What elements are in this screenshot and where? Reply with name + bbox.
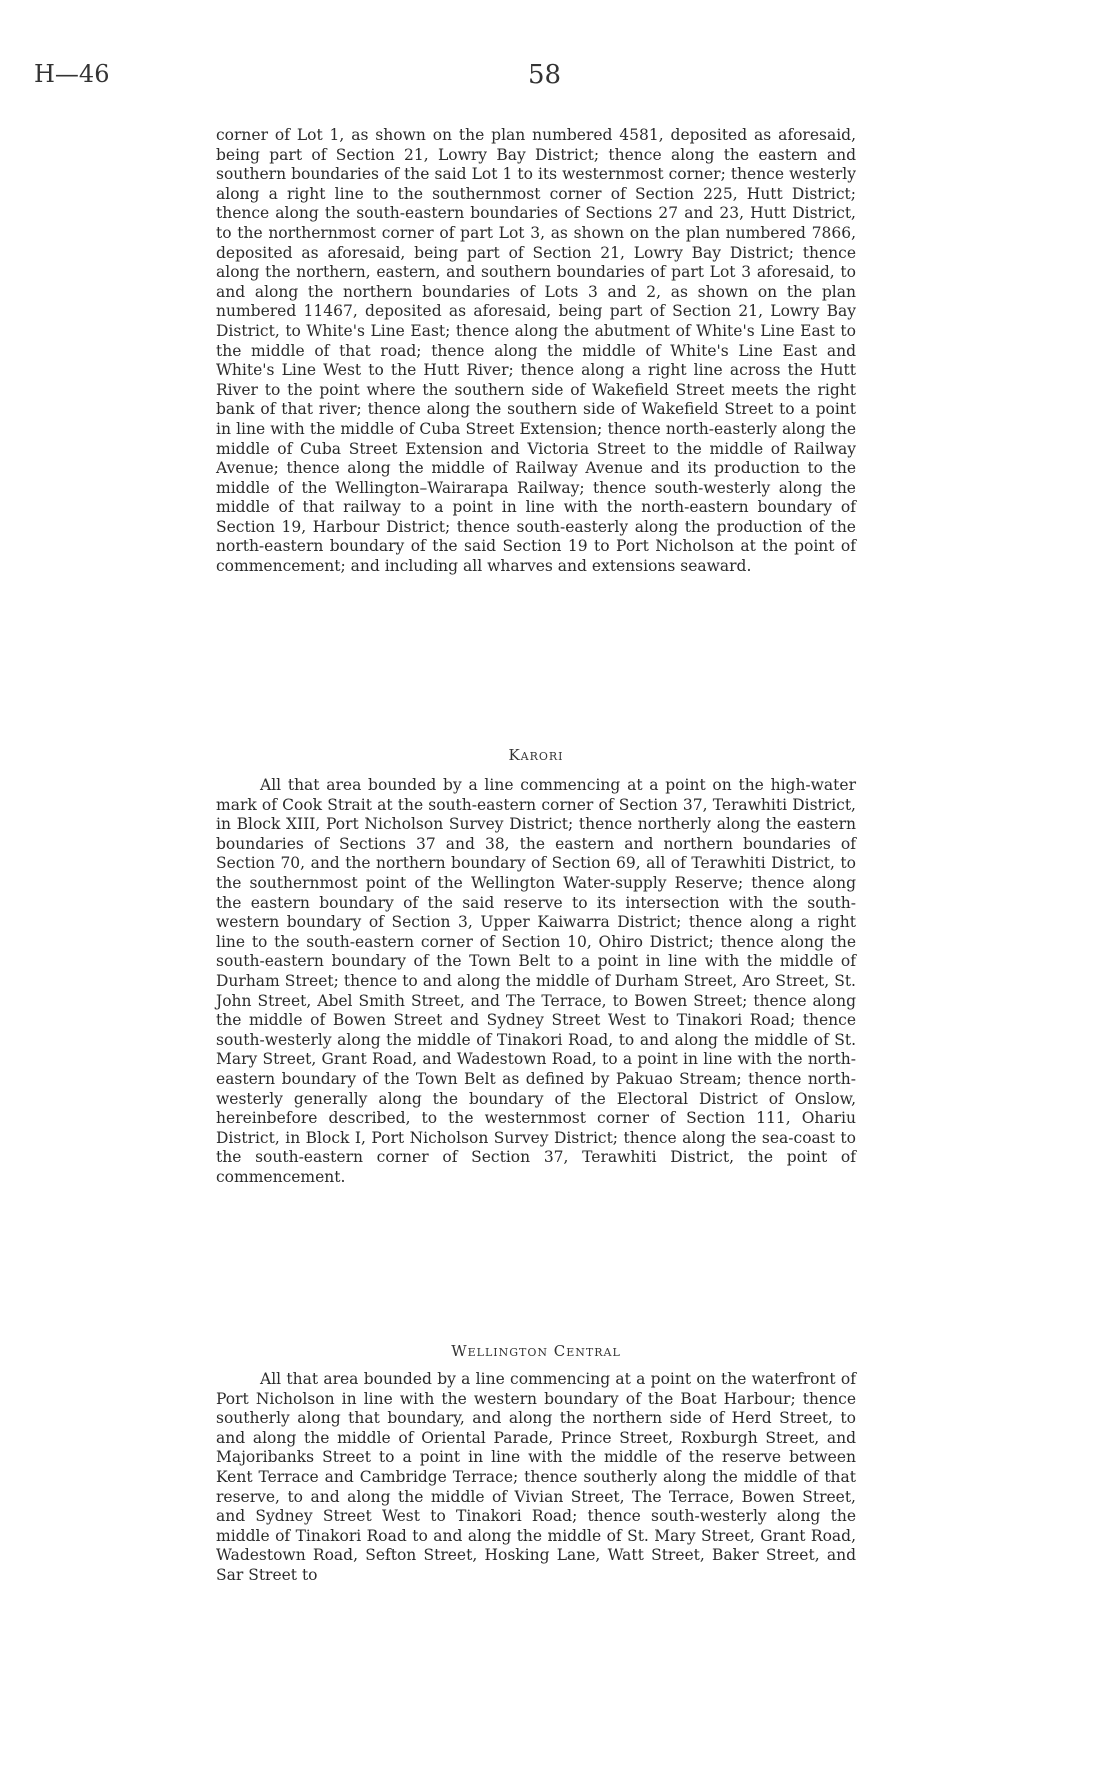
wellington-central-paragraph: All that area bounded by a line commencing at a point on the waterfront of Port Nicholson in line with the western boundary of the Boat Harbour; thence southerly along that boundary, and along the northern side of Herd Street, to and along the middle of Oriental Parade, Prince Street, Roxburgh Street, and Majoribanks Street to a point in line with the middle of the reserve between Kent Terrace and Cambridge Terrace; thence southerly along the middle of that reserve, to and along the middle of Vivian Street, The Terrace, Bowen Street, and Sydney Street West to Tinakori Road; thence south-westerly along the middle of Tinakori Road to and along the middle of St. Mary Street, Grant Road, Wadestown Road, Sefton Street, Hosking Lane, Watt Street, Baker Street, and Sar Street to bbox=[216, 1370, 856, 1584]
continuation-paragraph: corner of Lot 1, as shown on the plan numbered 4581, deposited as aforesaid, being part of Section 21, Lowry Bay District; thence along the eastern and southern boundaries of the said Lot 1 to its westernmost corner; thence westerly along a right line to the southernmost corner of Section 225, Hutt District; thence along the south-eastern boundaries of Sections 27 and 23, Hutt District, to the northernmost corner of part Lot 3, as shown on the plan numbered 7866, deposited as aforesaid, being part of Section 21, Lowry Bay District; thence along the northern, eastern, and southern boundaries of part Lot 3 aforesaid, to and along the northern boundaries of Lots 3 and 2, as shown on the plan numbered 11467, deposited as aforesaid, being part of Section 21, Lowry Bay District, to White's Line East; thence along the abutment of White's Line East to the middle of that road; thence along the middle of White's Line East and White's Line West to the Hutt River; thence along a right line across the Hutt River to the point where the southern side of Wakefield Street meets the right bank of that river; thence along the southern side of Wakefield Street to a point in line with the middle of Cuba Street Extension; thence north-easterly along the middle of Cuba Street Extension and Victoria Street to the middle of Railway Avenue; thence along the middle of Railway Avenue and its production to the middle of the Wellington–Wairarapa Railway; thence south-westerly along the middle of that railway to a point in line with the north-eastern boundary of Section 19, Harbour District; thence south-easterly along the production of the north-eastern boundary of the said Section 19 to Port Nicholson at the point of commencement; and including all wharves and extensions seaward. bbox=[216, 126, 856, 576]
section-heading-wellington-central: Wellington Central bbox=[451, 1342, 621, 1360]
karori-paragraph: All that area bounded by a line commencing at a point on the high-water mark of Cook Strait at the south-eastern corner of Section 37, Terawhiti District, in Block XIII, Port Nicholson Survey District; thence northerly along the eastern boundaries of Sections 37 and 38, the eastern and northern boundaries of Section 70, and the northern boundary of Section 69, all of Terawhiti District, to the southernmost point of the Wellington Water-supply Reserve; thence along the eastern boundary of the said reserve to its intersection with the south-western boundary of Section 3, Upper Kaiwarra District; thence along a right line to the south-eastern corner of Section 10, Ohiro District; thence along the south-eastern boundary of the Town Belt to a point in line with the middle of Durham Street; thence to and along the middle of Durham Street, Aro Street, St. John Street, Abel Smith Street, and The Terrace, to Bowen Street; thence along the middle of Bowen Street and Sydney Street West to Tinakori Road; thence south-westerly along the middle of Tinakori Road, to and along the middle of St. Mary Street, Grant Road, and Wadestown Road, to a point in line with the north-eastern boundary of the Town Belt as defined by Pakuao Stream; thence north-westerly generally along the boundary of the Electoral District of Onslow, hereinbefore described, to the westernmost corner of Section 111, Ohariu District, in Block I, Port Nicholson Survey District; thence along the sea-coast to the south-eastern corner of Section 37, Terawhiti District, the point of commencement. bbox=[216, 776, 856, 1186]
document-reference: H—46 bbox=[34, 60, 110, 88]
section-heading-karori: Karori bbox=[508, 746, 564, 764]
page-number: 58 bbox=[528, 60, 562, 90]
